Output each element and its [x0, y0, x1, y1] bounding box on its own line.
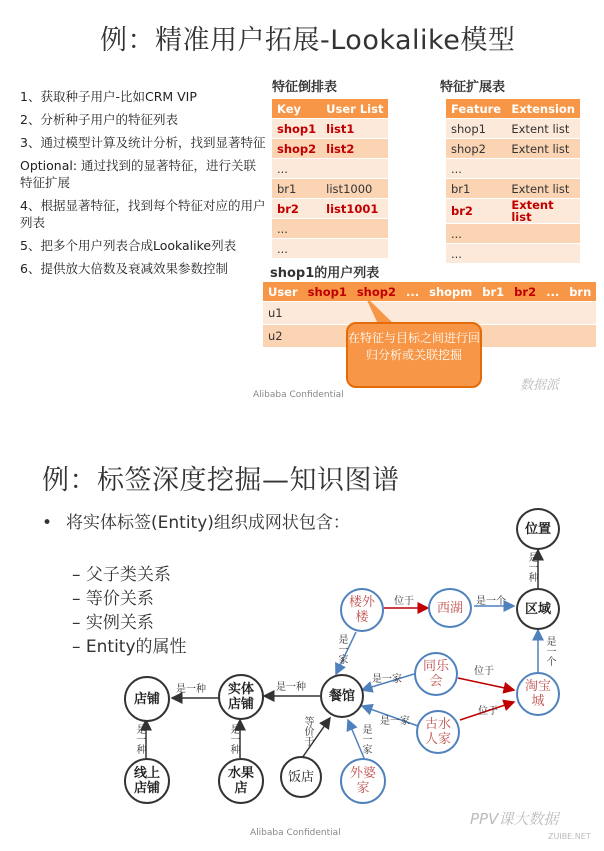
- slide-lookalike: [0, 0, 604, 410]
- table-row: [446, 139, 580, 159]
- cell-value: Extent list: [506, 119, 580, 139]
- sub-bullet-text: 实例关系: [85, 613, 154, 633]
- cell-value: [321, 239, 388, 259]
- watermark: PPV课大数据: [470, 810, 559, 828]
- node-shuiguo: [218, 758, 264, 804]
- cell-key: ...: [446, 244, 506, 264]
- edge-label: 位于: [474, 666, 494, 677]
- node-label: 同乐会: [422, 659, 449, 689]
- edge-label: 是一家: [372, 674, 402, 685]
- cell-key: ...: [446, 224, 506, 244]
- header-cell: shop1: [303, 282, 352, 302]
- table-row: [446, 179, 580, 199]
- sub-bullet-text: 父子类关系: [85, 565, 171, 585]
- cell-value: Extent list: [506, 139, 580, 159]
- callout-box: 在特征与目标之间进行回归分析或关联挖掘: [346, 322, 482, 388]
- cell-value: list2: [321, 139, 388, 159]
- cell-key: ...: [272, 159, 321, 179]
- table-row: [272, 179, 388, 199]
- cell-key: shop2: [272, 139, 321, 159]
- sub-bullet: – 实例关系: [72, 613, 154, 633]
- user-list-title: shop1的用户列表: [270, 266, 380, 281]
- step-item: 4、根据显著特征，找到每个特征对应的用户列表: [20, 198, 266, 230]
- node-canguan: 餐馆: [320, 674, 364, 718]
- header-cell: Feature: [446, 99, 506, 119]
- sub-bullet-text: Entity的属性: [85, 637, 187, 657]
- slide-divider: [0, 410, 604, 440]
- node-xihu: 西湖: [428, 588, 472, 628]
- feature-expansion-title: 特征扩展表: [440, 80, 506, 95]
- edge-label: 是一个: [544, 636, 555, 666]
- header-cell: shop2: [352, 282, 401, 302]
- node-label: 古水人家: [424, 717, 451, 747]
- slide2-title: 例：标签深度挖掘—知识图谱: [42, 465, 400, 496]
- header-cell: Extension: [506, 99, 580, 119]
- table-header: [272, 99, 388, 119]
- table-row: [446, 199, 580, 224]
- header-cell: br1: [477, 282, 509, 302]
- header-cell: ...: [541, 282, 564, 302]
- cell-user: u1: [263, 302, 303, 325]
- node-label: 淘宝城: [524, 679, 551, 709]
- cell-key: ...: [272, 219, 321, 239]
- header-cell: brn: [564, 282, 596, 302]
- table-row: [446, 119, 580, 139]
- node-quyu: 区域: [516, 588, 560, 630]
- cell-value: [321, 219, 388, 239]
- table-row: [272, 219, 388, 239]
- cell-value: [321, 159, 388, 179]
- edge-label: 是一家: [360, 724, 371, 754]
- cell-value: [506, 159, 580, 179]
- table-row: [272, 139, 388, 159]
- header-cell: Key: [272, 99, 321, 119]
- cell-value: Extent list: [506, 199, 580, 224]
- step-item: 5、把多个用户列表合成Lookalike列表: [20, 238, 237, 253]
- edge-label: 等价于: [302, 716, 313, 746]
- node-shiti: [218, 674, 264, 720]
- edge-label: 是一种: [276, 682, 306, 693]
- cell-key: shop1: [272, 119, 321, 139]
- node-xianshang: [124, 758, 170, 804]
- cell-key: shop1: [446, 119, 506, 139]
- edge-label: 是一家: [336, 634, 347, 664]
- step-item: 6、提供放大倍数及衰减效果参数控制: [20, 261, 228, 276]
- sub-bullet: – Entity的属性: [72, 637, 187, 657]
- cell-user: u2: [263, 325, 303, 348]
- node-taobao: [516, 672, 560, 716]
- table-row: [272, 199, 388, 219]
- cell-key: ...: [446, 159, 506, 179]
- edge-label: 是一个: [476, 596, 506, 607]
- node-label: 楼外楼: [348, 595, 375, 625]
- slide1-title: 例：精准用户拓展-Lookalike模型: [100, 25, 516, 56]
- step-item: 3、通过模型计算及统计分析，找到显著特征: [20, 135, 266, 150]
- cell-value: list1000: [321, 179, 388, 199]
- node-label: 线上店铺: [133, 766, 160, 796]
- edge-label: 是一种: [176, 684, 206, 695]
- cell-value: Extent list: [506, 179, 580, 199]
- cell-value: [506, 244, 580, 264]
- slide-knowledge-graph: [0, 440, 604, 851]
- edge-label: 是一种: [134, 724, 145, 754]
- edge-label: 是一种: [228, 724, 239, 754]
- table-row: [446, 224, 580, 244]
- node-gushui: [416, 710, 460, 754]
- bullet-dot: •: [42, 513, 53, 533]
- confidential-label: Alibaba Confidential: [250, 828, 341, 838]
- edge-label: 是一家: [380, 716, 410, 727]
- table-header: [446, 99, 580, 119]
- header-cell: User List: [321, 99, 388, 119]
- steps-list: [20, 88, 266, 283]
- site-label: ZUIBE.NET: [548, 832, 591, 841]
- inverted-index-title: 特征倒排表: [272, 80, 338, 95]
- node-waipo: [340, 758, 386, 804]
- step-item: 1、获取种子用户-比如CRM VIP: [20, 89, 197, 104]
- cell-key: br1: [272, 179, 321, 199]
- cell-key: shop2: [446, 139, 506, 159]
- table-header: [263, 282, 596, 302]
- cell-key: br1: [446, 179, 506, 199]
- table-row: [446, 244, 580, 264]
- cell-key: ...: [272, 239, 321, 259]
- bullet-text: 将实体标签(Entity)组织成网状包含：: [66, 513, 350, 533]
- edge-label: 位于: [478, 706, 498, 717]
- cell-key: br2: [272, 199, 321, 219]
- step-item: Optional: 通过找到的显著特征，进行关联特征扩展: [20, 158, 257, 190]
- node-tongle: [414, 652, 458, 696]
- sub-bullet: – 父子类关系: [72, 565, 171, 585]
- header-cell: br2: [509, 282, 541, 302]
- inverted-index-table: [272, 99, 388, 259]
- header-cell: shopm: [424, 282, 477, 302]
- cell-key: br2: [446, 199, 506, 224]
- edge-label: 位于: [394, 596, 414, 607]
- node-label: 水果店: [227, 766, 254, 796]
- edge-label: 是一种: [526, 552, 537, 582]
- node-label: 外婆家: [349, 766, 376, 796]
- watermark: 数据派: [520, 378, 560, 393]
- table-row: [272, 159, 388, 179]
- cell-value: [506, 224, 580, 244]
- table-row: [272, 239, 388, 259]
- header-cell: ...: [401, 282, 424, 302]
- cell-value: list1001: [321, 199, 388, 219]
- node-weizhi: 位置: [516, 508, 560, 550]
- node-fandian: 饭店: [280, 756, 322, 798]
- edge-located: [458, 678, 514, 690]
- table-row: [446, 159, 580, 179]
- sub-bullet-text: 等价关系: [85, 589, 154, 609]
- header-cell: User: [263, 282, 303, 302]
- cell-value: list1: [321, 119, 388, 139]
- feature-expansion-table: [446, 99, 580, 264]
- sub-bullet: – 等价关系: [72, 589, 154, 609]
- node-louwailou: [340, 588, 384, 632]
- step-item: 2、分析种子用户的特征列表: [20, 112, 178, 127]
- node-dianpu: 店铺: [124, 676, 170, 722]
- table-row: [272, 119, 388, 139]
- node-label: 实体店铺: [227, 682, 254, 712]
- confidential-label: Alibaba Confidential: [253, 390, 344, 400]
